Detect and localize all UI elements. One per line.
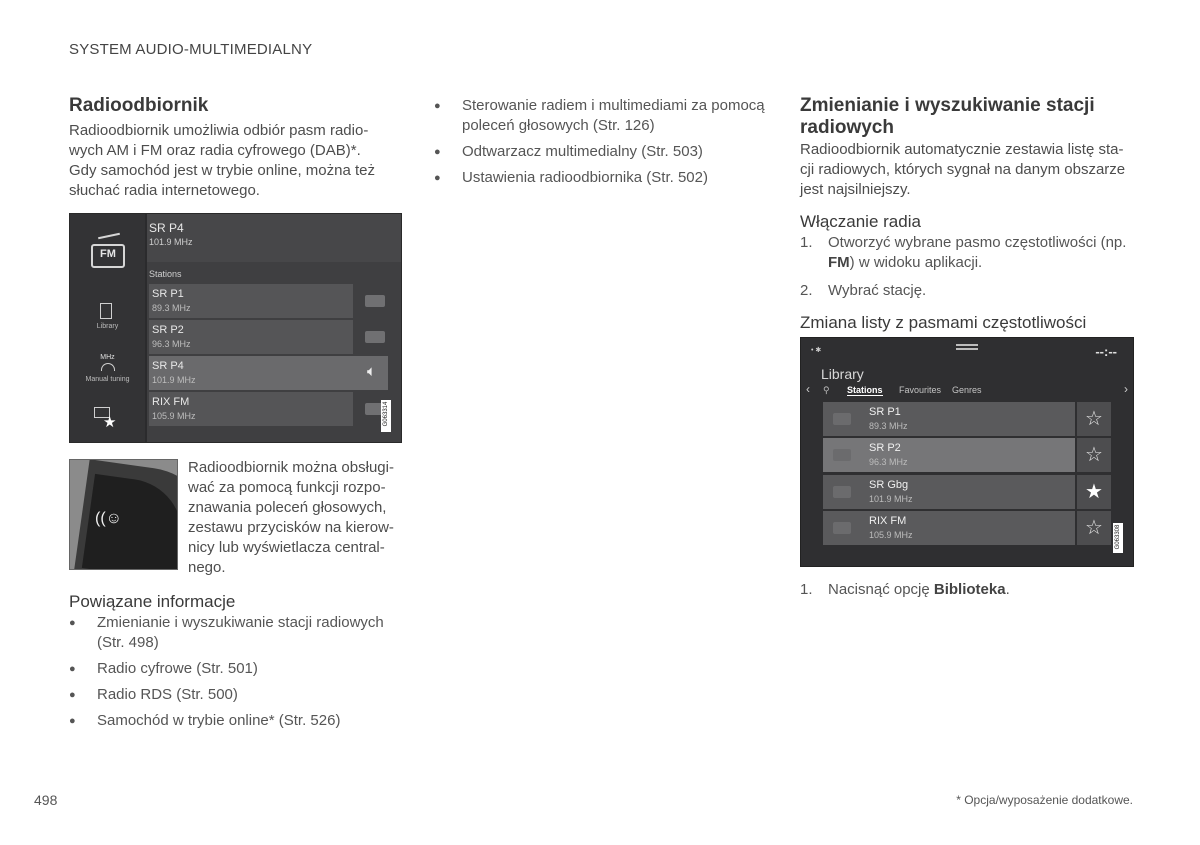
station-row[interactable]: SR P2 96.3 MHz (149, 320, 353, 354)
related-link[interactable]: ● Radio RDS (Str. 500) (69, 685, 399, 705)
section-title: Radioodbiornik (69, 95, 209, 116)
now-playing-station: SR P4 (149, 221, 184, 235)
station-row[interactable]: SR P1 89.3 MHz (823, 402, 1075, 436)
star-filled-icon[interactable]: ★ (1077, 475, 1111, 509)
library-icon[interactable] (100, 303, 112, 319)
speaker-icon: 🔈︎ (366, 363, 376, 380)
chevron-left-icon[interactable]: ‹ (806, 382, 810, 396)
related-link[interactable]: ● Ustawienia radioodbiornika (Str. 502) (434, 168, 774, 188)
fm-radio-screen (69, 213, 402, 443)
related-link[interactable]: ● Odtwarzacz multimedialny (Str. 503) (434, 142, 774, 162)
fm-radio-icon[interactable]: FM (91, 244, 125, 268)
steering-wheel-voice-button-photo (69, 459, 178, 570)
star-outline-icon[interactable]: ☆ (1077, 438, 1111, 472)
related-info-list (69, 613, 399, 737)
tuning-icon[interactable] (101, 363, 115, 371)
mhz-label: MHz (100, 354, 115, 361)
manual-tuning-label: Manual tuning (85, 376, 130, 383)
tab-favourites[interactable]: Favourites (899, 385, 942, 395)
figure-code-box: G063314 (381, 400, 391, 432)
station-row-active[interactable]: SR P2 96.3 MHz (823, 438, 1075, 472)
voice-control-text: Radioodbiornik można obsługi- wać za pomocą funkcji rozpo- znawania poleceń głosowych, zestawu przycisków na kierow- nicy lub wyświetlacza central- nego. (188, 459, 394, 576)
station-row[interactable]: RIX FM 105.9 MHz (823, 511, 1075, 545)
related-info-heading: Powiązane informacje (69, 592, 236, 611)
intro-paragraph: Radioodbiornik automatycznie zestawia listę sta- cji radiowych, których sygnał na danym obszarze jest najsilniejszy. (800, 141, 1126, 198)
search-icon[interactable]: ⚲ (823, 385, 830, 395)
chevron-right-icon[interactable]: › (1124, 382, 1128, 396)
station-logo (365, 295, 385, 307)
star-outline-icon[interactable]: ☆ (1077, 511, 1111, 545)
station-row[interactable]: RIX FM 105.9 MHz (149, 392, 353, 426)
station-logo (833, 522, 851, 534)
stations-label: Stations (149, 269, 182, 279)
station-row[interactable]: SR P1 89.3 MHz (149, 284, 353, 318)
station-logo (833, 486, 851, 498)
bluetooth-icon: • ✱ (811, 347, 822, 354)
tab-stations[interactable]: Stations (847, 385, 883, 395)
running-header: SYSTEM AUDIO-MULTIMEDIALNY (69, 41, 313, 58)
station-logo (833, 449, 851, 461)
page-number: 498 (34, 792, 58, 808)
station-row[interactable]: SR Gbg 101.9 MHz (823, 475, 1075, 509)
library-title: Library (821, 366, 864, 382)
figure-code-box: G063308 (1113, 523, 1123, 553)
clock: --:-- (1095, 344, 1117, 359)
drag-handle[interactable] (956, 344, 978, 346)
station-row-active[interactable]: SR P4 101.9 MHz 🔈︎ (149, 356, 388, 390)
step-item: 1. Otworzyć wybrane pasmo częstotliwości (np. FM) w widoku aplikacji. (800, 234, 1127, 271)
now-playing-frequency: 101.9 MHz (149, 237, 193, 247)
subsection-heading: Włączanie radia (800, 212, 921, 231)
steps-list (800, 580, 1140, 608)
subsection-heading: Zmiana listy z pasmami częstotliwości (800, 313, 1087, 332)
star-outline-icon[interactable]: ☆ (1077, 402, 1111, 436)
voice-control-icon: ((☺ (95, 510, 122, 527)
star-icon: ★ (103, 414, 117, 431)
related-info-list-continued (434, 96, 774, 194)
library-label: Library (96, 323, 119, 330)
related-link[interactable]: ● Sterowanie radiem i multimediami za pomocą poleceń głosowych (Str. 126) (434, 96, 774, 136)
related-link[interactable]: ● Zmienianie i wyszukiwanie stacji radiowych (Str. 498) (69, 613, 399, 653)
tab-genres[interactable]: Genres (952, 385, 982, 395)
station-logo (365, 331, 385, 343)
section-title: Zmienianie i wyszukiwanie stacji radiowych (800, 95, 1095, 138)
related-link[interactable]: ● Radio cyfrowe (Str. 501) (69, 659, 399, 679)
step-item: 1. Nacisnąć opcję Biblioteka. (800, 581, 1010, 598)
library-screen (800, 337, 1134, 567)
station-logo (833, 413, 851, 425)
steps-list (800, 233, 1140, 309)
footnote: * Opcja/wyposażenie dodatkowe. (956, 793, 1133, 807)
related-link[interactable]: ● Samochód w trybie online* (Str. 526) (69, 711, 399, 731)
step-item: 2. Wybrać stację. (800, 282, 927, 299)
intro-paragraph: Radioodbiornik umożliwia odbiór pasm radio- wych AM i FM oraz radia cyfrowego (DAB)*. Gdy samochód jest w trybie online, można też słuchać radia internetowego. (69, 122, 375, 199)
